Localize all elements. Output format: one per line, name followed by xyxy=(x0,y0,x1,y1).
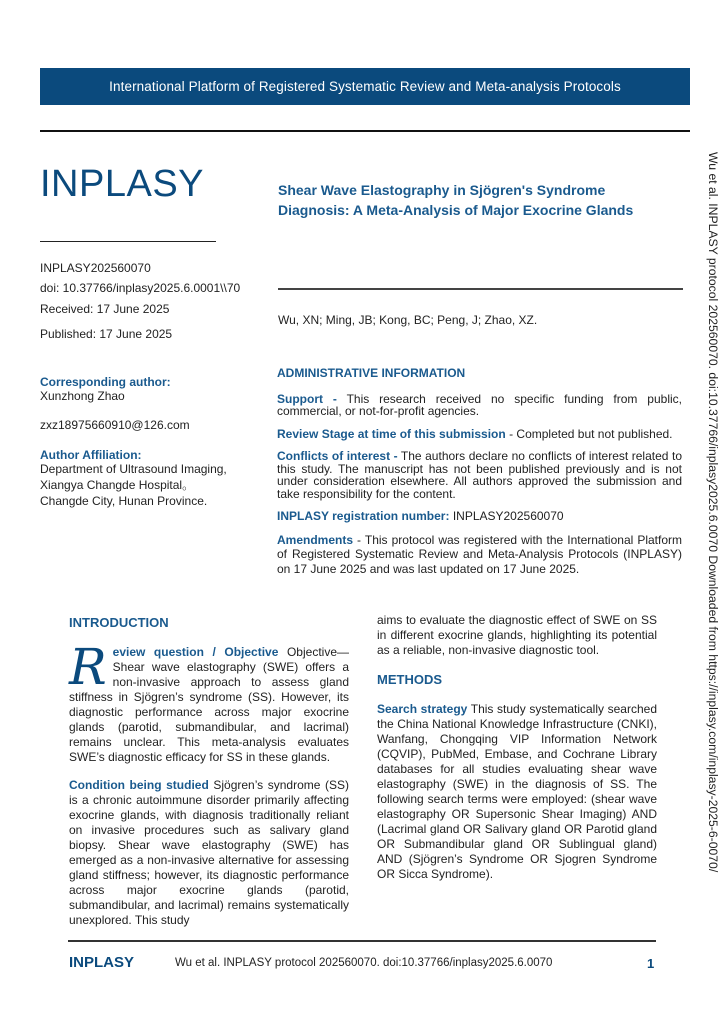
support-section xyxy=(277,393,682,418)
review-question-paragraph xyxy=(69,638,349,765)
logo-divider xyxy=(40,241,216,242)
download-watermark xyxy=(702,152,722,892)
footer-logo: INPLASY xyxy=(69,954,135,971)
conflicts-label: Conflicts of interest - xyxy=(277,449,398,463)
methods-heading: METHODS xyxy=(377,672,442,687)
corresponding-author-name: Xunzhong Zhao xyxy=(40,389,125,403)
title-divider xyxy=(278,288,683,290)
conflicts-section xyxy=(277,450,682,500)
amendments-label: Amendments xyxy=(277,532,354,547)
review-question-text: Objective— Shear wave elastography (SWE) offers a non-invasive approach to assess gland stiffness in Sjögren’s syndrome (SS). However, its diagnostic performance across major exocrine glands (parotid, submandibular, and lacrimal) remains unclear. This meta-analysis evaluates SWE’s diagnostic efficacy for SS in these glands. xyxy=(69,645,349,764)
corresponding-author-label: Corresponding author: xyxy=(40,375,171,389)
admin-heading: ADMINISTRATIVE INFORMATION xyxy=(277,366,466,380)
affiliation-label: Author Affiliation: xyxy=(40,448,142,462)
affiliation-line: Department of Ultrasound Imaging, xyxy=(40,462,227,476)
received-date: Received: 17 June 2025 xyxy=(40,302,170,316)
registration-id: INPLASY202560070 xyxy=(40,261,151,275)
condition-paragraph xyxy=(69,778,349,928)
registration-section xyxy=(277,510,682,523)
published-date: Published: 17 June 2025 xyxy=(40,327,173,341)
header-divider xyxy=(40,130,690,132)
search-strategy-paragraph xyxy=(377,702,657,882)
search-strategy-text: This study systematically searched the China National Knowledge Infrastructure (CNKI), Wanfang, Chongqing VIP Information Network (CQVIP), PubMed, Embase, and Cochrane Library databases for all studies evaluating shear wave elastography (SWE) in the diagnosis of SS. The following search terms were employed: (shear wave elastography OR Supersonic Shear Imaging) AND (Lacrimal gland OR Salivary gland OR Parotid gland OR Submandibular gland OR Sublingual gland) AND (Sjögren’s Syndrome OR Sjogren Syndrome OR Sicca Syndrome). xyxy=(377,702,658,881)
administrative-information xyxy=(277,367,682,586)
registration-value: INPLASY202560070 xyxy=(449,509,564,523)
footer-divider xyxy=(68,940,656,942)
conflicts-text: The authors declare no conflicts of interest related to this study. The manuscript has not been published previously and is not under consideration elsewhere. All authors approved the submission and take responsibility for the content. xyxy=(277,449,682,501)
affiliation-line: Xiangya Changde Hospital。 xyxy=(40,478,195,492)
drop-cap: R xyxy=(69,638,107,696)
page-number: 1 xyxy=(647,956,655,971)
introduction-heading: INTRODUCTION xyxy=(69,615,169,630)
review-question-label: eview question / Objective xyxy=(112,645,279,659)
download-watermark-text: Wu et al. INPLASY protocol 202560070. doi:10.37766/inplasy2025.6.0070 Downloaded from https://inplasy.com/inplasy-2025-6-0070/ xyxy=(706,152,720,873)
registration-label: INPLASY registration number: xyxy=(277,509,450,523)
doi-link[interactable]: doi: 10.37766/inplasy2025.6.0001\\70 xyxy=(40,281,241,295)
support-text: This research received no specific funding from public, commercial, or not-for-profit agencies. xyxy=(277,391,682,418)
footer-citation: Wu et al. INPLASY protocol 202560070. doi:10.37766/inplasy2025.6.0070 xyxy=(175,957,553,969)
right-column xyxy=(377,613,657,882)
corresponding-email[interactable]: zxz18975660910@126.com xyxy=(40,418,190,432)
inplasy-logo: INPLASY xyxy=(40,163,205,205)
affiliation-line: Changde City, Hunan Province. xyxy=(40,494,208,508)
author-list: Wu, XN; Ming, JB; Kong, BC; Peng, J; Zhao, XZ. xyxy=(278,313,538,327)
review-stage-label: Review Stage at time of this submission xyxy=(277,426,506,441)
introduction-column xyxy=(69,615,349,928)
condition-label: Condition being studied xyxy=(69,778,209,792)
banner-text: International Platform of Registered Systematic Review and Meta-analysis Protocols xyxy=(109,79,621,94)
condition-continued: aims to evaluate the diagnostic effect of SWE on SS in different exocrine glands, highlighting its potential as a reliable, non-invasive diagnostic tool. xyxy=(377,613,657,657)
search-strategy-label: Search strategy xyxy=(377,702,468,716)
review-stage-text: - Completed but not published. xyxy=(505,426,673,441)
article-title: Shear Wave Elastography in Sjögren's Syndrome Diagnosis: A Meta-Analysis of Major Exocrine Glands xyxy=(278,182,634,218)
support-label: Support - xyxy=(277,391,337,406)
amendments-section xyxy=(277,533,682,577)
amendments-text: - This protocol was registered with the International Platform of Registered Systematic Review and Meta-Analysis Protocols (INPLASY) on 17 June 2025 and was last updated on 17 June 2025. xyxy=(277,532,682,576)
condition-text: Sjögren’s syndrome (SS) is a chronic autoimmune disorder primarily affecting exocrine glands, with diagnosis traditionally reliant on invasive procedures such as salivary gland biopsy. Shear wave elastography (SWE) has emerged as a non-invasive alternative for assessing gland stiffness; however, its diagnostic performance across major exocrine glands (parotid, submandibular, and lacrimal) remains systematically unexplored. This study xyxy=(69,778,349,927)
review-stage-section xyxy=(277,428,682,441)
platform-banner xyxy=(40,68,690,105)
